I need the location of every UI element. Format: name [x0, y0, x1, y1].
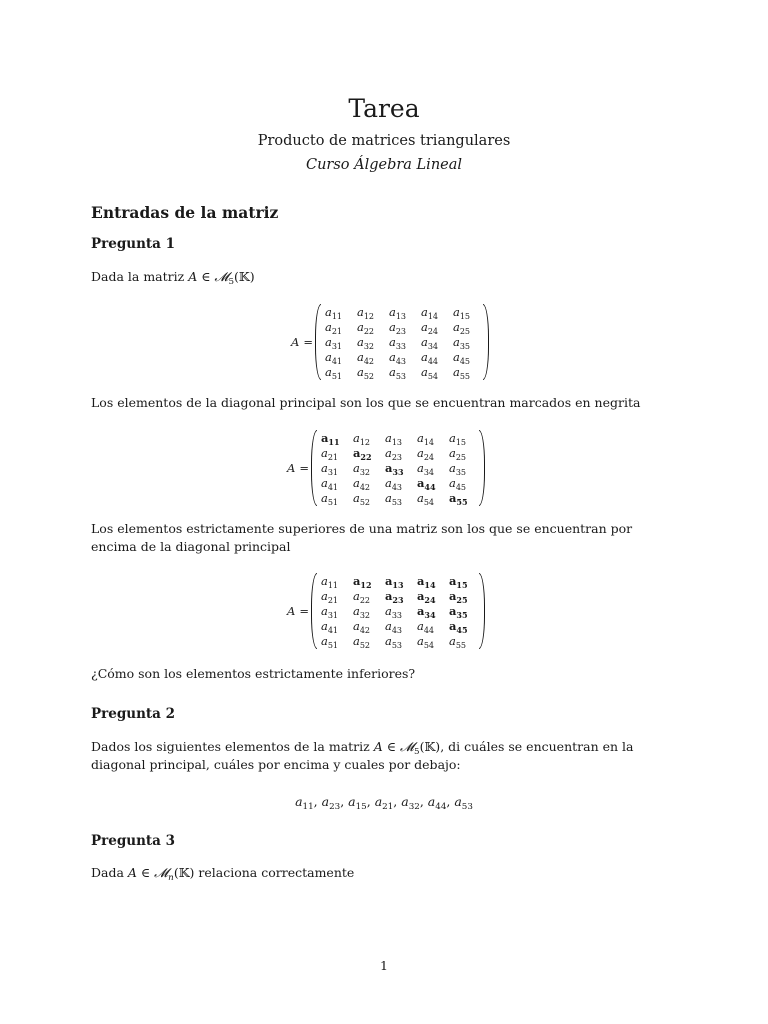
matrix-entry: $a_{11}$ — [320, 573, 339, 590]
question-3-text: Dada A ∈ 𝓜$_n$(𝕂) relaciona correctamente — [91, 865, 355, 884]
matrix-entry: $a_{53}$ — [388, 365, 407, 382]
matrix-entry: $a_{43}$ — [384, 619, 403, 635]
matrix-entry: $a_{33}$ — [384, 461, 404, 477]
matrix-entry: $a_{41}$ — [324, 350, 343, 366]
matrix-entry: $a_{52}$ — [356, 365, 375, 382]
matrix-entry: $a_{55}$ — [452, 365, 471, 382]
section-heading: Entradas de la matriz — [91, 203, 279, 222]
matrix-entry: $a_{32}$ — [352, 461, 371, 477]
matrix-entry: $a_{15}$ — [452, 304, 471, 321]
matrix-entry: $a_{11}$ — [324, 304, 343, 321]
matrix-entry: $a_{24}$ — [416, 445, 435, 462]
equals-sign: = — [299, 461, 309, 475]
matrix-entry: $a_{44}$ — [416, 476, 436, 492]
element-item: $a_{32}$ — [401, 794, 420, 813]
matrix-entry: $a_{33}$ — [388, 335, 407, 351]
matrix-entry: $a_{54}$ — [420, 365, 439, 382]
matrix-entry: $a_{32}$ — [352, 604, 371, 620]
right-parenthesis — [479, 430, 485, 506]
matrix-entry: $a_{13}$ — [384, 430, 403, 447]
matrix-entry: $a_{43}$ — [388, 350, 407, 366]
lower-question: ¿Cómo son los elementos estrictamente inferiores? — [91, 666, 416, 681]
matrix-entry: $a_{14}$ — [416, 573, 436, 590]
right-parenthesis — [483, 304, 489, 380]
matrix-name: A — [287, 461, 296, 475]
matrix-entry: $a_{24}$ — [420, 319, 439, 336]
question-2-heading: Pregunta 2 — [91, 706, 175, 722]
matrix-entry: $a_{22}$ — [352, 445, 372, 462]
question-2-text: Dados los siguientes elementos de la matriz A ∈ 𝓜$_5$(𝕂), di cuáles se encuentran en la diagonal principal, cuáles por encima y cuales por debajo: — [91, 739, 634, 772]
matrix-entry: $a_{45}$ — [448, 619, 468, 635]
matrix-entry: $a_{43}$ — [384, 476, 403, 492]
matrix-name: A — [291, 335, 300, 349]
matrix-entry: $a_{35}$ — [452, 335, 471, 351]
matrix-entry: $a_{13}$ — [384, 573, 404, 590]
matrix-entry: $a_{35}$ — [448, 461, 467, 477]
equals-sign: = — [299, 604, 309, 618]
matrix-entry: $a_{34}$ — [420, 335, 439, 351]
matrix-entry: $a_{42}$ — [352, 476, 371, 492]
matrix-entry: $a_{23}$ — [388, 319, 407, 336]
matrix-entry: $a_{33}$ — [384, 604, 403, 620]
matrix-entry: $a_{22}$ — [356, 319, 375, 336]
matrix-upper — [287, 573, 485, 649]
matrix-entry: $a_{45}$ — [448, 476, 467, 492]
matrix-entry: $a_{14}$ — [420, 304, 439, 321]
matrix-entry: $a_{55}$ — [448, 491, 468, 508]
diagonal-text: Los elementos de la diagonal principal son los que se encuentran marcados en negrita — [91, 395, 641, 410]
matrix-entry: $a_{21}$ — [320, 588, 339, 605]
element-item: $a_{11}$ — [295, 794, 314, 813]
matrix-entry: $a_{22}$ — [352, 588, 371, 605]
matrix-entry: $a_{52}$ — [352, 634, 371, 651]
matrix-entry: $a_{35}$ — [448, 604, 468, 620]
right-parenthesis — [479, 573, 485, 649]
matrix-entry: $a_{12}$ — [356, 304, 375, 321]
matrix-entry: $a_{34}$ — [416, 604, 436, 620]
element-item: $a_{23}$ — [321, 794, 341, 813]
matrix-entry: $a_{23}$ — [384, 588, 404, 605]
element-item: $a_{21}$ — [374, 794, 394, 813]
element-item: $a_{44}$ — [427, 794, 447, 813]
matrix-entry: $a_{44}$ — [416, 619, 435, 635]
matrix-entry: $a_{44}$ — [420, 350, 439, 366]
matrix-entry: $a_{51}$ — [320, 491, 339, 508]
matrix-entry: $a_{42}$ — [352, 619, 371, 635]
matrix-entry: $a_{54}$ — [416, 491, 435, 508]
matrix-entry: $a_{12}$ — [352, 573, 372, 590]
matrix-entry: $a_{34}$ — [416, 461, 435, 477]
matrix-entry: $a_{41}$ — [320, 476, 339, 492]
matrix-entry: $a_{45}$ — [452, 350, 471, 366]
matrix-entry: $a_{42}$ — [356, 350, 375, 366]
matrix-entry: $a_{31}$ — [320, 604, 339, 620]
matrix-entry: $a_{54}$ — [416, 634, 435, 651]
matrix-entry: $a_{12}$ — [352, 430, 371, 447]
matrix-entry: $a_{55}$ — [448, 634, 467, 651]
matrix-entry: $a_{32}$ — [356, 335, 375, 351]
equals-sign: = — [303, 335, 313, 349]
matrix-general — [291, 304, 489, 380]
element-item: $a_{15}$ — [348, 794, 367, 813]
matrix-entry: $a_{52}$ — [352, 491, 371, 508]
matrix-entry: $a_{51}$ — [320, 634, 339, 651]
matrix-entry: $a_{25}$ — [448, 445, 467, 462]
matrix-entry: $a_{24}$ — [416, 588, 436, 605]
page-number: 1 — [380, 958, 388, 973]
matrix-entry: $a_{25}$ — [448, 588, 468, 605]
matrix-entry: $a_{51}$ — [324, 365, 343, 382]
question-3-heading: Pregunta 3 — [91, 833, 175, 849]
matrix-diagonal — [287, 430, 485, 506]
matrix-entry: $a_{53}$ — [384, 634, 403, 651]
question-1-intro: Dada la matriz A ∈ 𝓜$_5$(𝕂) — [91, 269, 255, 288]
document-title: Tarea — [348, 94, 420, 123]
matrix-entry: $a_{11}$ — [320, 430, 340, 447]
matrix-entry: $a_{25}$ — [452, 319, 471, 336]
matrix-entry: $a_{53}$ — [384, 491, 403, 508]
matrix-entry: $a_{31}$ — [320, 461, 339, 477]
matrix-entry: $a_{15}$ — [448, 430, 467, 447]
matrix-entry: $a_{23}$ — [384, 445, 403, 462]
matrix-entry: $a_{31}$ — [324, 335, 343, 351]
element-list: $a_{11}$, $a_{23}$, $a_{15}$, $a_{21}$, $a_{32}$, $a_{44}$, $a_{53}$ — [295, 794, 473, 813]
matrix-entry: $a_{14}$ — [416, 430, 435, 447]
question-1-heading: Pregunta 1 — [91, 236, 175, 252]
matrix-entry: $a_{41}$ — [320, 619, 339, 635]
upper-text: Los elementos estrictamente superiores de una matriz son los que se encuentran por encima de la diagonal principal — [91, 521, 633, 554]
document-subtitle: Producto de matrices triangulares — [257, 133, 511, 149]
matrix-entry: $a_{15}$ — [448, 573, 468, 590]
matrix-entry: $a_{13}$ — [388, 304, 407, 321]
course-name: Curso Álgebra Lineal — [305, 157, 463, 173]
matrix-name: A — [287, 604, 296, 618]
matrix-entry: $a_{21}$ — [324, 319, 343, 336]
matrix-entry: $a_{21}$ — [320, 445, 339, 462]
element-item: $a_{53}$ — [454, 794, 473, 813]
